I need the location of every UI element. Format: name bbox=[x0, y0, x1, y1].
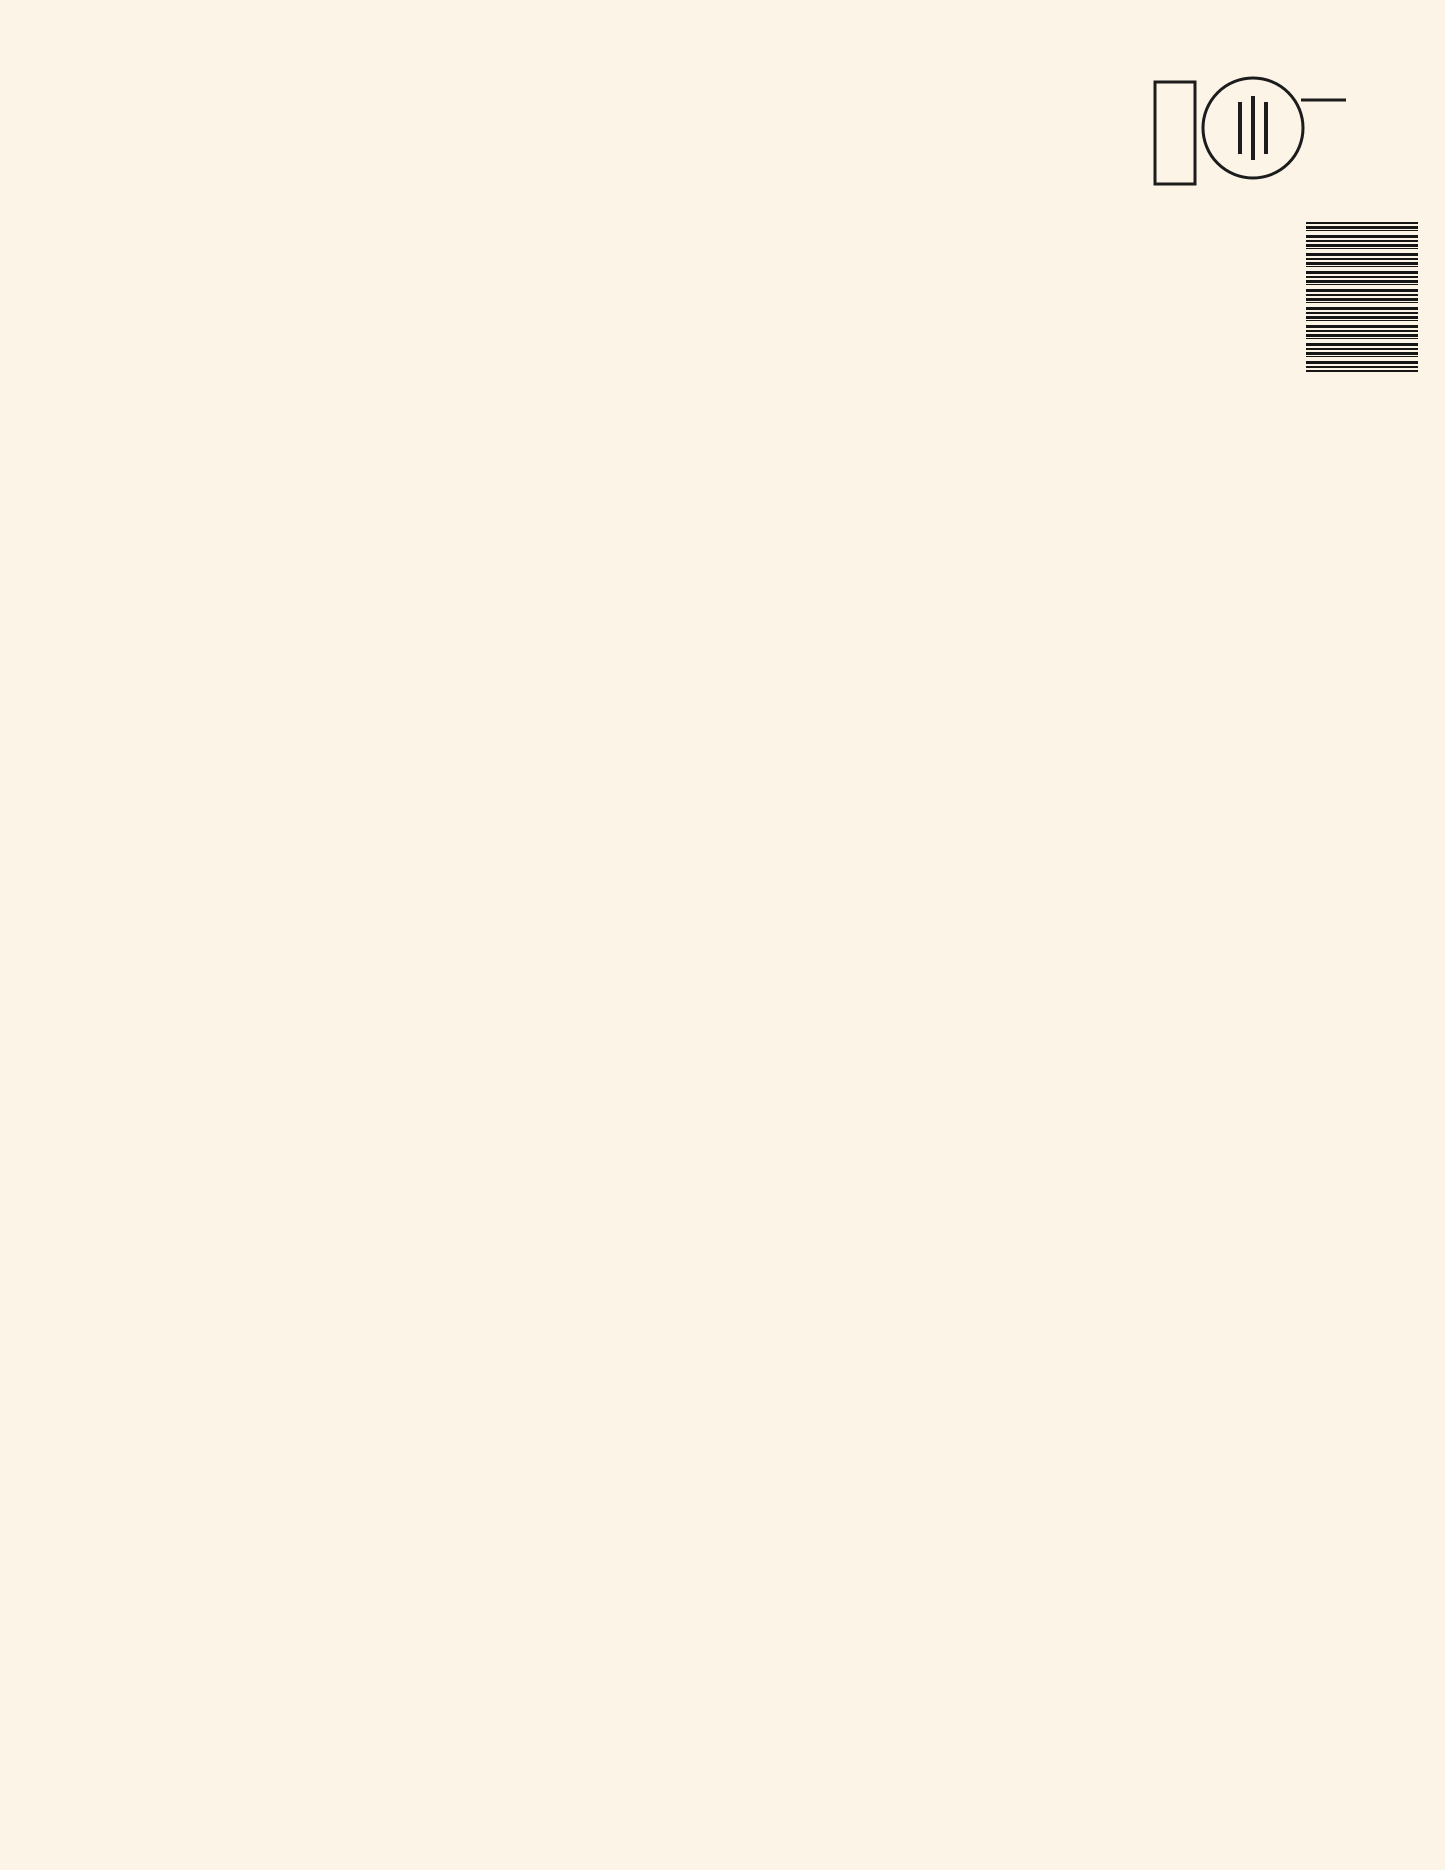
roetest-logo bbox=[1150, 52, 1360, 207]
logo-rect bbox=[1155, 82, 1195, 184]
barcode bbox=[1306, 222, 1418, 372]
tube-base-diagram bbox=[1130, 470, 1330, 715]
